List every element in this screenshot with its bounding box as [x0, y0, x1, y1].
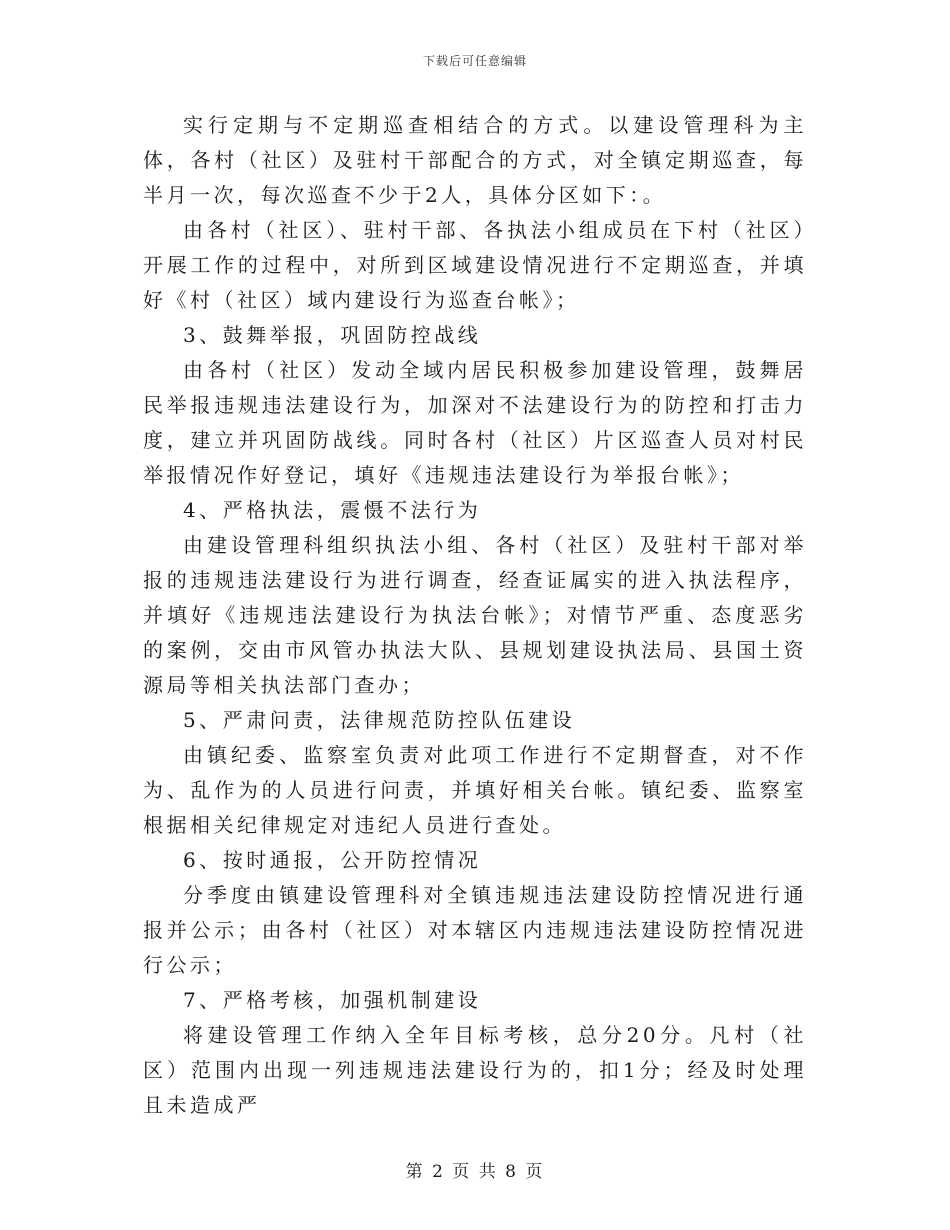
- document-body: [143, 108, 807, 1123]
- heading-strict-enforcement: 4、严格执法，震慑不法行为: [183, 498, 482, 522]
- heading-strict-assessment: 7、严格考核，加强机制建设: [183, 988, 482, 1012]
- paragraph-strict-enforcement: 由建设管理科组织执法小组、各村（社区）及驻村干部对举报的违规违法建设行为进行调查，经查证属实的进入执法程序，并填好《违规违法建设行为执法台帐》；对情节严重、态度恶劣的案例，交由市风管办执法大队、县规划建设执法局、县国土资源局等相关执法部门查办；: [143, 533, 807, 697]
- page-header: 下载后可任意编辑: [422, 54, 527, 68]
- paragraph-inspection-method: 实行定期与不定期巡查相结合的方式。以建设管理科为主体，各村（社区）及驻村干部配合的方式，对全镇定期巡查，每半月一次，每次巡查不少于2人，具体分区如下：。: [143, 113, 807, 207]
- paragraph-irregular-inspection: 由各村（社区）、驻村干部、各执法小组成员在下村（社区）开展工作的过程中，对所到区域建设情况进行不定期巡查，并填好《村（社区）域内建设行为巡查台帐》；: [143, 218, 807, 312]
- paragraph-timely-notification: 分季度由镇建设管理科对全镇违规违法建设防控情况进行通报并公示；由各村（社区）对本辖区内违规违法建设防控情况进行公示；: [143, 883, 807, 977]
- paragraph-accountability: 由镇纪委、监察室负责对此项工作进行不定期督查，对不作为、乱作为的人员进行问责，并填好相关台帐。镇纪委、监察室根据相关纪律规定对违纪人员进行查处。: [143, 743, 807, 837]
- heading-encourage-reporting: 3、鼓舞举报，巩固防控战线: [183, 323, 482, 347]
- heading-timely-notification: 6、按时通报，公开防控情况: [183, 848, 482, 872]
- heading-accountability: 5、严肃问责，法律规范防控队伍建设: [183, 708, 576, 732]
- paragraph-encourage-reporting: 由各村（社区）发动全域内居民积极参加建设管理，鼓舞居民举报违规违法建设行为，加深对不法建设行为的防控和打击力度，建立并巩固防战线。同时各村（社区）片区巡查人员对村民举报情况作好登记，填好《违规违法建设行为举报台帐》；: [143, 358, 807, 487]
- page-number: 第 2 页 共 8 页: [405, 1162, 545, 1182]
- paragraph-strict-assessment: 将建设管理工作纳入全年目标考核，总分20分。凡村（社区）范围内出现一列违规违法建设行为的，扣1分；经及时处理且未造成严: [143, 1023, 807, 1117]
